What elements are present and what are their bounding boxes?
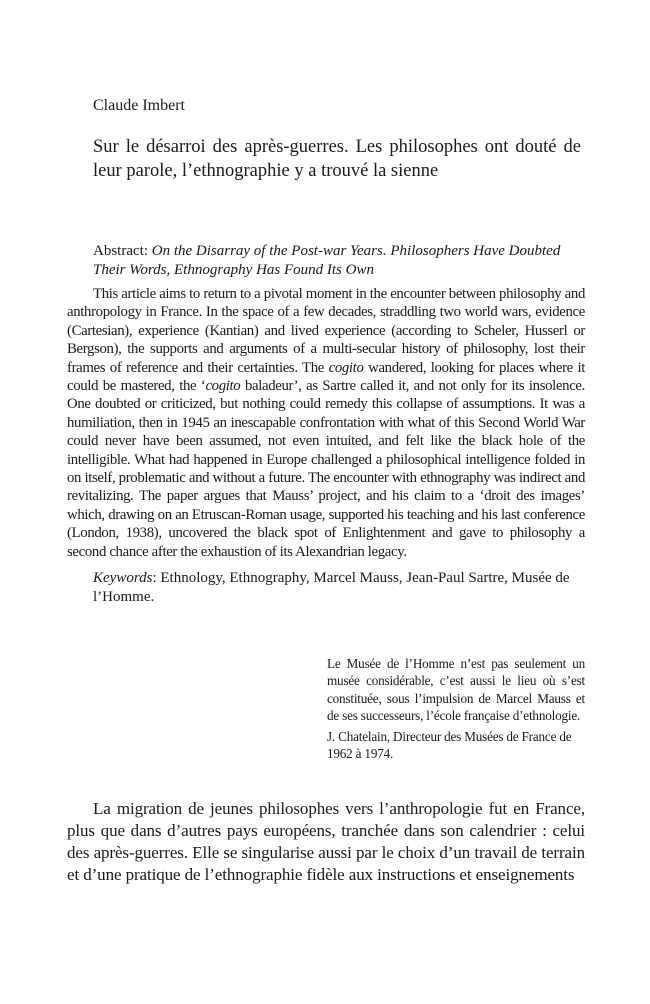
- epigraph: [327, 655, 585, 762]
- cogito-term: cogito: [205, 378, 241, 395]
- body-text: [67, 798, 585, 886]
- abstract-english-title: On the Disarray of the Post-war Years. Philosophers Have Doubted Their Words, Ethnography Has Found Its Own: [93, 243, 561, 278]
- body-paragraph: La migration de jeunes philosophes vers l’anthropologie fut en France, plus que dans d’autres pays européens, tranchée dans son calendrier : celui des après-guerres. Elle se singularise aussi par le choix d’un travail de terrain et d’une pratique de l’ethnographie fidèle aux instructions et enseignements: [67, 799, 585, 884]
- abstract-text-part-3: baladeur’, as Sartre called it, and not only for its insolence. One doubted or criticized, but nothing could remedy this collapse of assumptions. It was a humiliation, then in 1945 an inescapable confrontation with what of this Second World War could never have been assumed, not even intuited, and felt like the black hole of the intelligible. What had happened in Europe challenged a philosophical intelligence folded in on itself, problematic and without a future. The encounter with ethnography was indirect and revitalizing. The paper argues that Mauss’ project, and his claim to a ‘droit des images’ which, drawing on an Etruscan-Roman usage, supported his teaching and his last conference (London, 1938), uncovered the black spot of Enlightenment and gave to philosophy a second chance after the exhaustion of its Alexandrian legacy.: [67, 378, 585, 560]
- keywords: [93, 569, 587, 606]
- epigraph-source: J. Chatelain, Directeur des Musées de France de 1962 à 1974.: [327, 728, 572, 762]
- abstract-label: Abstract:: [93, 243, 148, 259]
- keywords-label: Keywords: [93, 570, 153, 586]
- abstract-body: [67, 285, 585, 561]
- author-name: Claude Imbert: [93, 97, 185, 114]
- abstract-paragraph: [67, 285, 585, 561]
- abstract-heading: [93, 242, 588, 279]
- keywords-values: : Ethnology, Ethnography, Marcel Mauss, Jean-Paul Sartre, Musée de l’Homme.: [93, 570, 570, 605]
- abstract-text-part-1: This article aims to return to a pivotal moment in the encounter between philosophy and anthropology in France. In the space of a few decades, straddling two world wars, evidence (Cartesian), experience (Kantian) and lived experience (according to Scheler, Husserl or Bergson), the supports and arguments of a multi-secular history of philosophy, lost their frames of reference and their certainties. The: [67, 286, 585, 376]
- article-title: Sur le désarroi des après-guerres. Les philosophes ont douté de leur parole, l’ethnographie y a trouvé la sienne: [93, 137, 581, 181]
- cogito-term: cogito: [328, 359, 364, 376]
- abstract-text-part-2: wandered, looking for places where it could be mastered, the ‘: [67, 359, 585, 395]
- epigraph-quote: Le Musée de l’Homme n’est pas seulement un musée considérable, c’est aussi le lieu où s’est constituée, sous l’impulsion de Marcel Mauss et de ses successeurs, l’école française d’ethnologie.: [327, 656, 585, 724]
